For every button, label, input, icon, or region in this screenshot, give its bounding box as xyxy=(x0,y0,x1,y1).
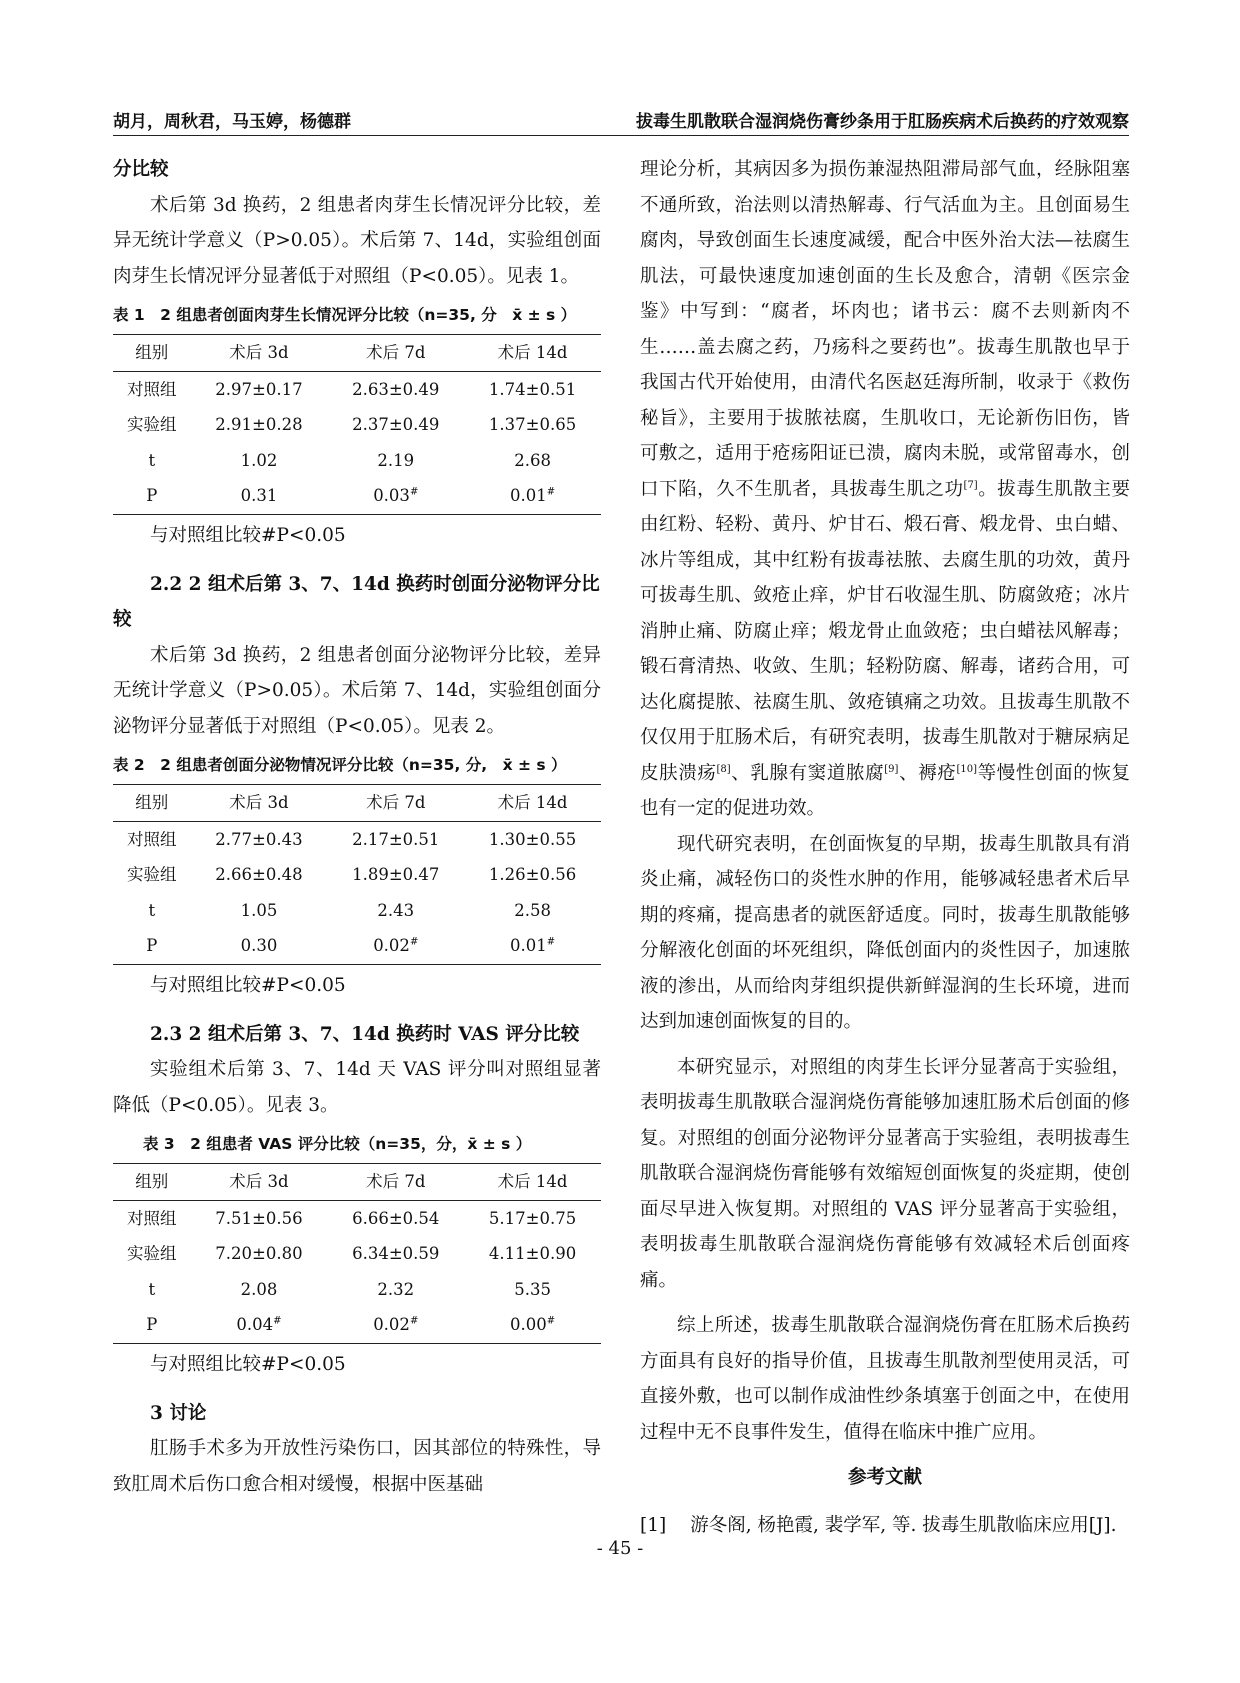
table2 xyxy=(113,784,601,965)
table-cell: 0.03# xyxy=(327,478,464,514)
table-cell: P xyxy=(113,478,191,514)
right-column xyxy=(640,152,1130,1543)
table-cell: 0.01# xyxy=(464,478,601,514)
table-row xyxy=(113,1307,601,1343)
table-cell: 实验组 xyxy=(127,415,177,434)
paragraph-results: 本研究显示，对照组的肉芽生长评分显著高于实验组，表明拔毒生肌散联合湿润烧伤膏能够加速肛肠术后创面的修复。对照组的创面分泌物评分显著高于实验组，表明拔毒生肌散联合湿润烧伤膏能够有效缩短创面恢复的炎症期，使创面尽早进入恢复期。对照组的 VAS 评分显著高于实验组，表明拔毒生肌散联合湿润烧伤膏能够有效减轻术后创面疼痛。 xyxy=(640,1056,1130,1291)
table-cell: 2.43 xyxy=(377,900,415,920)
table-row xyxy=(113,1272,601,1308)
table-cell: 实验组 xyxy=(127,865,177,884)
paragraph-discussion-start: 肛肠手术多为开放性污染伤口，因其部位的特殊性，导致肛周术后伤口愈合相对缓慢，根据中医基础 xyxy=(113,1438,601,1495)
table-cell: 2.66±0.48 xyxy=(215,865,303,884)
table-row xyxy=(113,857,601,893)
table-cell: 2.68 xyxy=(514,450,551,470)
paragraph-secretion: 术后第 3d 换药，2 组患者创面分泌物评分比较，差异无统计学意义（P>0.05）。术后第 7、14d，实验组创面分泌物评分显著低于对照组（P<0.05）。见表 2。 xyxy=(113,644,601,737)
table-cell: 4.11±0.90 xyxy=(488,1244,577,1263)
reference-text: 游冬阁, 杨艳霞, 裴学军, 等. 拔毒生肌散临床应用[J]. xyxy=(690,1514,1117,1536)
page-number: - 45 - xyxy=(596,1538,644,1559)
table1-caption: 表 1 2 组患者创面肉芽生长情况评分比较（n=35, 分 x̄ ± s ） xyxy=(113,306,577,324)
citation: [9] xyxy=(884,763,899,775)
paragraph-conclusion: 综上所述，拔毒生肌散联合湿润烧伤膏在肛肠术后换药方面具有良好的指导价值，且拔毒生肌散剂型使用灵活，可直接外敷，也可以制作成油性纱条填塞于创面之中，在使用过程中无不良事件发生，值得在临床中推广应用。 xyxy=(640,1315,1130,1443)
running-head-title: 拔毒生肌散联合湿润烧伤膏纱条用于肛肠疾病术后换药的疗效观察 xyxy=(636,112,1129,132)
table-header: 术后 14d xyxy=(464,785,601,822)
table-row xyxy=(113,893,601,929)
paragraph-vas: 实验组术后第 3、7、14d 天 VAS 评分叫对照组显著降低（P<0.05）。见表 3。 xyxy=(113,1059,601,1116)
table-cell: 0.04# xyxy=(191,1307,328,1343)
table-header: 术后 7d xyxy=(327,785,464,822)
table-header: 术后 3d xyxy=(191,1164,328,1201)
table-cell: 2.91±0.28 xyxy=(215,415,303,434)
citation: [7] xyxy=(963,479,978,491)
citation: [10] xyxy=(956,763,977,775)
reference-number: [1] xyxy=(640,1514,667,1536)
table-cell: 2.77±0.43 xyxy=(215,829,303,849)
table-cell: 0.02# xyxy=(327,928,464,964)
table3 xyxy=(113,1163,601,1344)
table-cell: t xyxy=(148,900,156,920)
table-header: 术后 7d xyxy=(327,1164,464,1201)
table-cell: P xyxy=(113,928,191,964)
table-cell: 5.35 xyxy=(514,1279,551,1299)
table-row xyxy=(113,478,601,514)
table-cell: 2.63±0.49 xyxy=(352,379,440,399)
citation: [8] xyxy=(716,763,731,775)
table-cell: 5.17±0.75 xyxy=(488,1208,577,1228)
references-title: 参考文献 xyxy=(847,1467,922,1488)
table-cell: 1.89±0.47 xyxy=(352,865,440,884)
table-cell: 对照组 xyxy=(127,379,177,399)
table-header: 组别 xyxy=(113,335,191,372)
table1 xyxy=(113,334,601,515)
table-cell: 2.19 xyxy=(377,450,415,470)
table-header: 组别 xyxy=(113,785,191,822)
table3-note: 与对照组比较#P<0.05 xyxy=(150,1353,346,1375)
table-cell: 7.51±0.56 xyxy=(215,1208,303,1228)
table-cell: 2.08 xyxy=(240,1279,278,1299)
table-cell: 2.32 xyxy=(377,1279,415,1299)
paragraph-modern-research: 现代研究表明，在创面恢复的早期，拔毒生肌散具有消炎止痛，减轻伤口的炎性水肿的作用，能够减轻患者术后早期的疼痛，提高患者的就医舒适度。同时，拔毒生肌散能够分解液化创面的坏死组织，降低创面内的炎性因子，加速脓液的渗出，从而给肉芽组织提供新鲜湿润的生长环境，进而达到加速创面恢复的目的。 xyxy=(640,833,1130,1032)
table-header: 术后 14d xyxy=(464,335,601,372)
table-cell: 1.02 xyxy=(240,450,278,470)
table-cell: 2.97±0.17 xyxy=(215,379,303,399)
table2-note: 与对照组比较#P<0.05 xyxy=(150,974,346,996)
table-row xyxy=(113,821,601,857)
table-header: 术后 7d xyxy=(327,335,464,372)
table-row xyxy=(113,1236,601,1272)
table1-note: 与对照组比较#P<0.05 xyxy=(150,524,346,546)
table-cell: 1.74±0.51 xyxy=(488,379,577,399)
table-row xyxy=(113,928,601,964)
paragraph-discussion-continued: 理论分析，其病因多为损伤兼湿热阻滞局部气血，经脉阻塞不通所致，治法则以清热解毒、行气活血为主。且创面易生腐肉，导致创面生长速度减缓，配合中医外治大法—祛腐生肌法，可最快速度加速创面的生长及愈合，清朝《医宗金鉴》中写到：“腐者，坏肉也；诸书云：腐不去则新肉不生……盖去腐之药，乃疡科之要药也”。拔毒生肌散也早于我国古代开始使用，由清代名医赵廷海所制，收录于《救伤秘旨》，主要用于拔脓祛腐，生肌收口，无论新伤旧伤，皆可敷之，适用于疮疡阳证已溃，腐肉未脱，或常留毒水，创口下陷，久不生肌者，具拔毒生肌之功[7]。拔毒生肌散主要由红粉、轻粉、黄丹、炉甘石、煅石膏、煅龙骨、虫白蜡、冰片等组成，其中红粉有拔毒祛脓、去腐生肌的功效，黄丹可拔毒生肌、敛疮止痒，炉甘石收湿生肌、防腐敛疮；冰片消肿止痛、防腐止痒；煅龙骨止血敛疮；虫白蜡祛风解毒；锻石膏清热、收敛、生肌；轻粉防腐、解毒，诸药合用，可达化腐提脓、祛腐生肌、敛疮镇痛之功效。且拔毒生肌散不仅仅用于肛肠术后，有研究表明，拔毒生肌散对于糖尿病足皮肤溃疡[8]、乳腺有窦道脓腐[9]、褥疮[10]等慢性创面的恢复也有一定的促进功效。 xyxy=(640,159,1130,819)
table-cell: P xyxy=(113,1307,191,1343)
table-row xyxy=(113,407,601,443)
table3-caption: 表 3 2 组患者 VAS 评分比较（n=35，分，x̄ ± s ） xyxy=(143,1135,532,1153)
table-cell: 1.30±0.55 xyxy=(488,829,577,849)
table-cell: 1.05 xyxy=(240,900,278,920)
table-cell: 2.37±0.49 xyxy=(352,415,440,434)
table-cell: 0.00# xyxy=(464,1307,601,1343)
table-header: 术后 14d xyxy=(464,1164,601,1201)
table-cell: 1.37±0.65 xyxy=(488,415,577,434)
table-cell: 1.26±0.56 xyxy=(488,865,577,884)
table-cell: 0.30 xyxy=(191,928,328,964)
table-cell: 0.02# xyxy=(327,1307,464,1343)
table-cell: 2.17±0.51 xyxy=(352,829,440,849)
header-rule xyxy=(113,135,1129,136)
table-cell: 6.34±0.59 xyxy=(352,1244,440,1263)
table-cell: t xyxy=(148,450,156,470)
section-heading-continued: 分比较 xyxy=(113,159,169,180)
table-row xyxy=(113,371,601,407)
table-cell: t xyxy=(148,1279,156,1299)
table2-caption: 表 2 2 组患者创面分泌物情况评分比较（n=35, 分, x̄ ± s ） xyxy=(113,756,567,774)
section-heading-3: 3 讨论 xyxy=(150,1402,207,1424)
table-header: 术后 3d xyxy=(191,785,328,822)
table-row xyxy=(113,443,601,479)
table-cell: 对照组 xyxy=(127,1208,177,1228)
section-heading-2-3: 2.3 2 组术后第 3、7、14d 换药时 VAS 评分比较 xyxy=(150,1023,580,1045)
table-cell: 实验组 xyxy=(127,1244,177,1263)
table-cell: 0.31 xyxy=(191,478,328,514)
running-head-authors: 胡月，周秋君，马玉婷，杨德群 xyxy=(113,112,351,132)
table-cell: 6.66±0.54 xyxy=(352,1208,440,1228)
table-cell: 2.58 xyxy=(514,900,551,920)
left-column xyxy=(113,152,601,1502)
table-cell: 7.20±0.80 xyxy=(215,1244,303,1263)
paragraph-granulation: 术后第 3d 换药，2 组患者肉芽生长情况评分比较，差异无统计学意义（P>0.05）。术后第 7、14d，实验组创面肉芽生长情况评分显著低于对照组（P<0.05）。见表 1。 xyxy=(113,194,601,287)
table-cell: 0.01# xyxy=(464,928,601,964)
table-header: 组别 xyxy=(113,1164,191,1201)
section-heading-2-2: 2.2 2 组术后第 3、7、14d 换药时创面分泌物评分比较 xyxy=(113,573,600,630)
table-row xyxy=(113,1200,601,1236)
table-header: 术后 3d xyxy=(191,335,328,372)
table-cell: 对照组 xyxy=(127,829,177,849)
